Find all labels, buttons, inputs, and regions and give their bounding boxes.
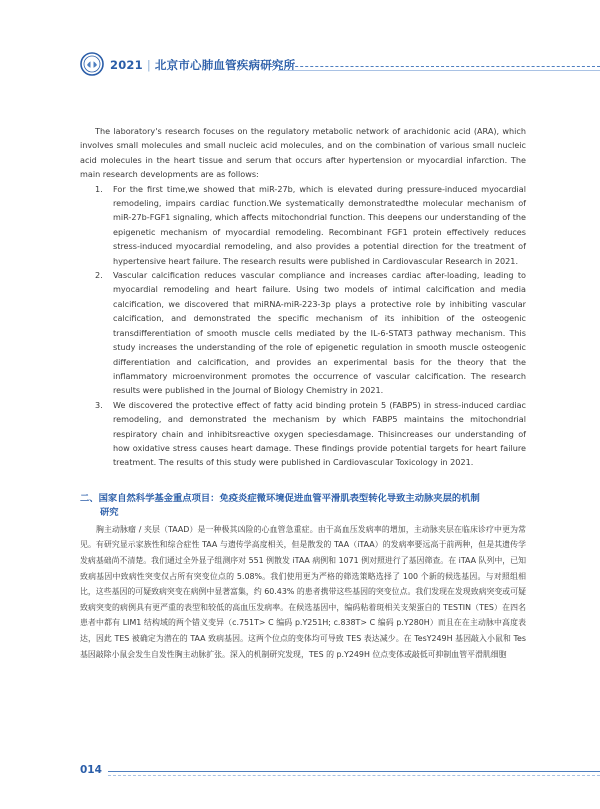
header-rule [270,66,600,67]
list-item [80,182,526,268]
intro-paragraph: The laboratory's research focuses on the regulatory metabolic network of arachidonic acid (ARA), which involves small molecules and small nucleic acid molecules, and on the combination of various small nucleic acid molecules in the heart tissue and serum that occurs after hypertension or myocardial infarction. The main research developments are as follows: [80,126,526,180]
list-item-text: For the first time,we showed that miR-27b, which is elevated during pressure-induced myocardial remodeling, impairs cardiac function.We systematically demonstratedthe molecular mechanism of miR-27b-FGF1 signaling, which affects mitochondrial function. This deepens our understanding of the epigenetic mechanism of myocardial remodeling. Recombinant FGF1 protein effectively reduces stress-induced myocardial remodeling, and also provides a potential direction for the treatment of hypertensive heart failure. The research results were published in Cardiovascular Research in 2021. [113,183,526,266]
list-item-number: 1. [95,183,103,194]
section-heading [80,492,526,520]
section-heading-line2: 研究 [100,506,119,518]
page-header [0,0,600,80]
list-item-number: 2. [95,270,103,281]
developments-list [80,182,526,470]
list-item [80,398,526,470]
list-item-number: 3. [95,399,103,410]
section-paragraph: 胸主动脉瘤 / 夹层（TAAD）是一种极其凶险的心血管急重症。由于高血压发病率的增加，主动脉夹层在临床诊疗中更为常见。有研究显示家族性和综合症性 TAA 与遗传学高度相关，但是散发的 TAA（iTAA）的发病率要远高于前两种，但是其遗传学发病基础尚不清楚。我们通过全外显子组测序对 551 例散发 iTAA 病例和 1071 例对照进行了基因筛查。在 iTAA 队列中，已知致病基因中致病性突变仅占所有突变位点的 5.08%。我们使用更为严格的筛选策略选择了 100 个新的候选基因。与对照组相比，这些基因的可疑致病突变在病例中显著富集，约 60.43% 的患者携带这些基因的突变位点。我们发现在发现致病突变或可疑致病突变的病例具有更严重的表型和较低的高血压发病率。在候选基因中，编码粘着斑相关支架蛋白的 TESTIN（TES）在四名患者中都有 LIM1 结构域的两个错义变异（c.751T> C 编码 p.Y251H; c.838T> C 编码 p.Y280H）而且在在主动脉中高度表达，因此 TES 被确定为潜在的 TAA 致病基因。这两个位点的变体均可导致 TES 表达减少。在 TesY249H 基因敲入小鼠和 Tes 基因敲除小鼠会发生自发性胸主动脉扩张。深入的机制研究发现，TES 的 p.Y249H 位点变体或敲低可抑制血管平滑肌细胞 [80,524,526,659]
page-body [80,124,526,662]
page-number: 014 [80,764,102,776]
header-rule-secondary [278,70,600,71]
header-separator: | [146,58,151,72]
header-title: 北京市心肺血管疾病研究所 [154,58,296,72]
running-header [110,57,295,73]
footer-rule [108,771,600,772]
footer-rule-secondary [108,775,600,776]
list-item-text: Vascular calcification reduces vascular compliance and increases cardiac after-loading, leading to myocardial remodeling and heart failure. Using two models of intimal calcification and media calcification, we discovered that miRNA-miR-223-3p plays a protective role by inhibiting vascular calcification, and demonstrated the specific mechanism of its inhibition of the osteogenic transdifferentiation of smooth muscle cells mediated by the IL-6-STAT3 pathway mechanism. This study increases the understanding of the role of epigenetic regulation in smooth muscle osteogenic differentiation and calcification, and provides an experimental basis for the theory that the inflammatory microenvironment promotes the occurrence of vascular calcification. The research results were published in the Journal of Biology Chemistry in 2021. [113,270,526,396]
list-item [80,268,526,398]
institute-seal-icon [80,52,104,76]
section-heading-line1: 二、国家自然科学基金重点项目：免疫炎症微环境促进血管平滑肌表型转化导致主动脉夹层的机制 [80,492,480,504]
list-item-text: We discovered the protective effect of fatty acid binding protein 5 (FABP5) in stress-induced cardiac remodeling, and demonstrated the mechanism by which FABP5 maintains the mitochondrial respiratory chain and inhibitsreactive oxygen speciesdamage. Thisincreases our understanding of how oxidative stress causes heart damage. These findings provide potential targets for heart failure treatment. The results of this study were published in Cardiovascular Toxicology in 2021. [113,399,526,468]
header-year: 2021 [110,58,143,72]
